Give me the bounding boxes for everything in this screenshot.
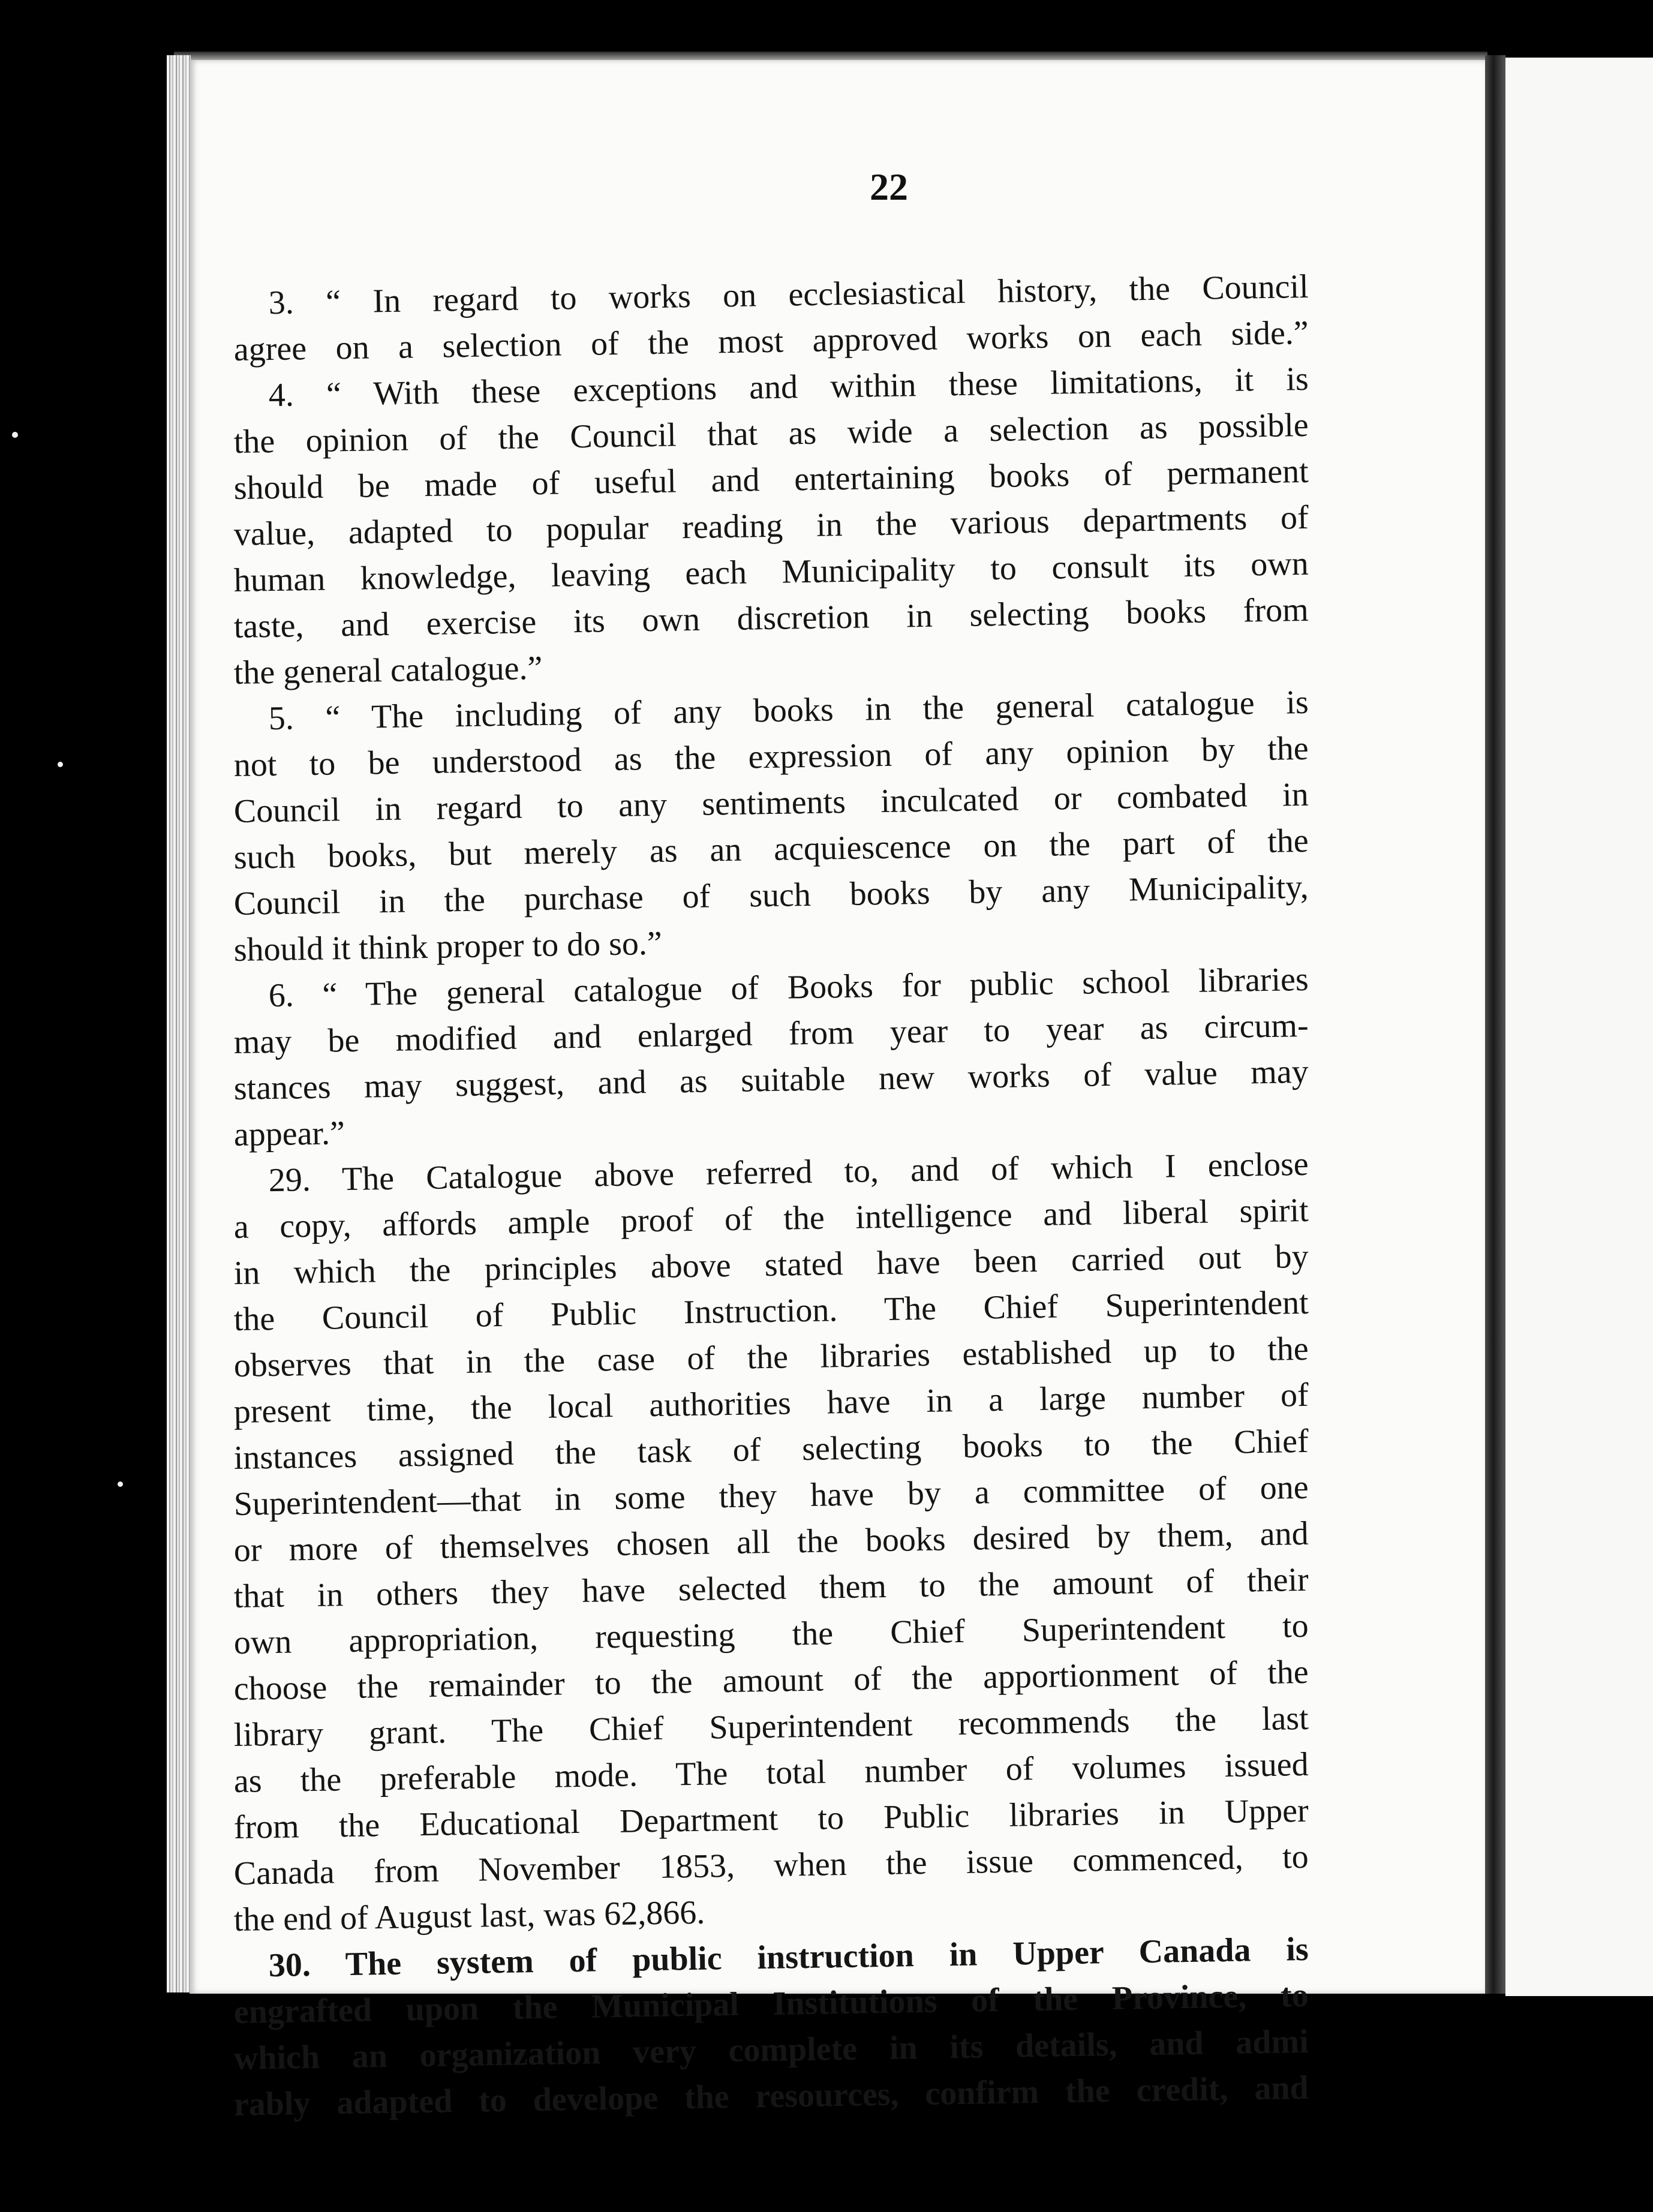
text-line: that in others they have selected them to the amount of their	[233, 1561, 1309, 1615]
text-line: rably adapted to develope the resources, confirm the credit, and	[233, 2069, 1309, 2123]
text-line: Superintendent—that in some they have by a committee of one	[233, 1468, 1309, 1523]
text-line: as the preferable mode. The total number of volumes issued	[233, 1745, 1309, 1800]
text-line: should it think proper to do so.”	[233, 924, 663, 969]
text-line: 3. “ In regard to works on ecclesiastical history, the Council	[268, 268, 1309, 322]
page-number: 22	[870, 166, 908, 208]
dust-speck	[118, 1481, 123, 1487]
book-gutter	[1485, 55, 1505, 1994]
text-line: agree on a selection of the most approved works on each side.”	[233, 314, 1309, 368]
text-line: library grant. The Chief Superintendent recommends the last	[233, 1699, 1309, 1754]
page-body-text	[233, 268, 1309, 2134]
text-line: value, adapted to popular reading in the various departments of	[233, 498, 1309, 553]
facing-page	[1505, 58, 1653, 1996]
text-line: Canada from November 1853, when the issue commenced, to	[233, 1838, 1309, 1892]
text-line: stances may suggest, and as suitable new works of value may	[233, 1053, 1309, 1107]
text-line: 4. “ With these exceptions and within these limitations, it is	[268, 360, 1309, 414]
text-line: which an organization very complete in its details, and admi	[233, 2022, 1309, 2077]
text-line: such books, but merely as an acquiescence on the part of the	[233, 822, 1309, 876]
text-line: Council in regard to any sentiments inculcated or combated in	[233, 776, 1309, 830]
dust-speck	[58, 762, 63, 767]
text-line: from the Educational Department to Public libraries in Upper	[233, 1792, 1309, 1846]
text-line: human knowledge, leaving each Municipality to consult its own	[233, 545, 1309, 599]
text-line: instances assigned the task of selecting books to the Chief	[233, 1422, 1309, 1477]
text-line: appear.”	[233, 1114, 345, 1153]
page-stack-edge	[167, 55, 191, 1992]
text-line: in which the principles above stated have been carried out by	[233, 1237, 1309, 1292]
text-line: the end of August last, was 62,866.	[233, 1894, 705, 1938]
text-line: Council in the purchase of such books by any Municipality,	[233, 868, 1309, 922]
text-line: engrafted upon the Municipal Institutions of the Province, to	[233, 1976, 1309, 2031]
text-line: a copy, affords ample proof of the intelligence and liberal spirit	[233, 1191, 1309, 1246]
dust-speck	[12, 432, 18, 438]
text-line: or more of themselves chosen all the books desired by them, and	[233, 1514, 1309, 1569]
text-line: the opinion of the Council that as wide a selection as possible	[233, 406, 1309, 461]
text-line: should be made of useful and entertaining books of permanent	[233, 452, 1309, 507]
text-line: observes that in the case of the libraries established up to the	[233, 1330, 1309, 1384]
text-line: 6. “ The general catalogue of Books for public school libraries	[268, 960, 1309, 1015]
text-line: not to be understood as the expression of any opinion by the	[233, 729, 1309, 784]
text-line: 5. “ The including of any books in the general catalogue is	[268, 683, 1309, 738]
text-line: the general catalogue.”	[233, 649, 543, 692]
text-line: choose the remainder to the amount of the apportionment of the	[233, 1653, 1309, 1708]
text-line: own appropriation, requesting the Chief Superintendent to	[233, 1607, 1309, 1661]
text-line: present time, the local authorities have in a large number of	[233, 1376, 1309, 1430]
text-line: may be modified and enlarged from year to year as circum-	[233, 1006, 1309, 1061]
text-line: 29. The Catalogue above referred to, and of which I enclose	[268, 1145, 1309, 1200]
text-line: the Council of Public Instruction. The Chief Superintendent	[233, 1284, 1309, 1338]
text-line: 30. The system of public instruction in Upper Canada is	[268, 1930, 1309, 1985]
text-line: taste, and exercise its own discretion in selecting books from	[233, 591, 1309, 645]
